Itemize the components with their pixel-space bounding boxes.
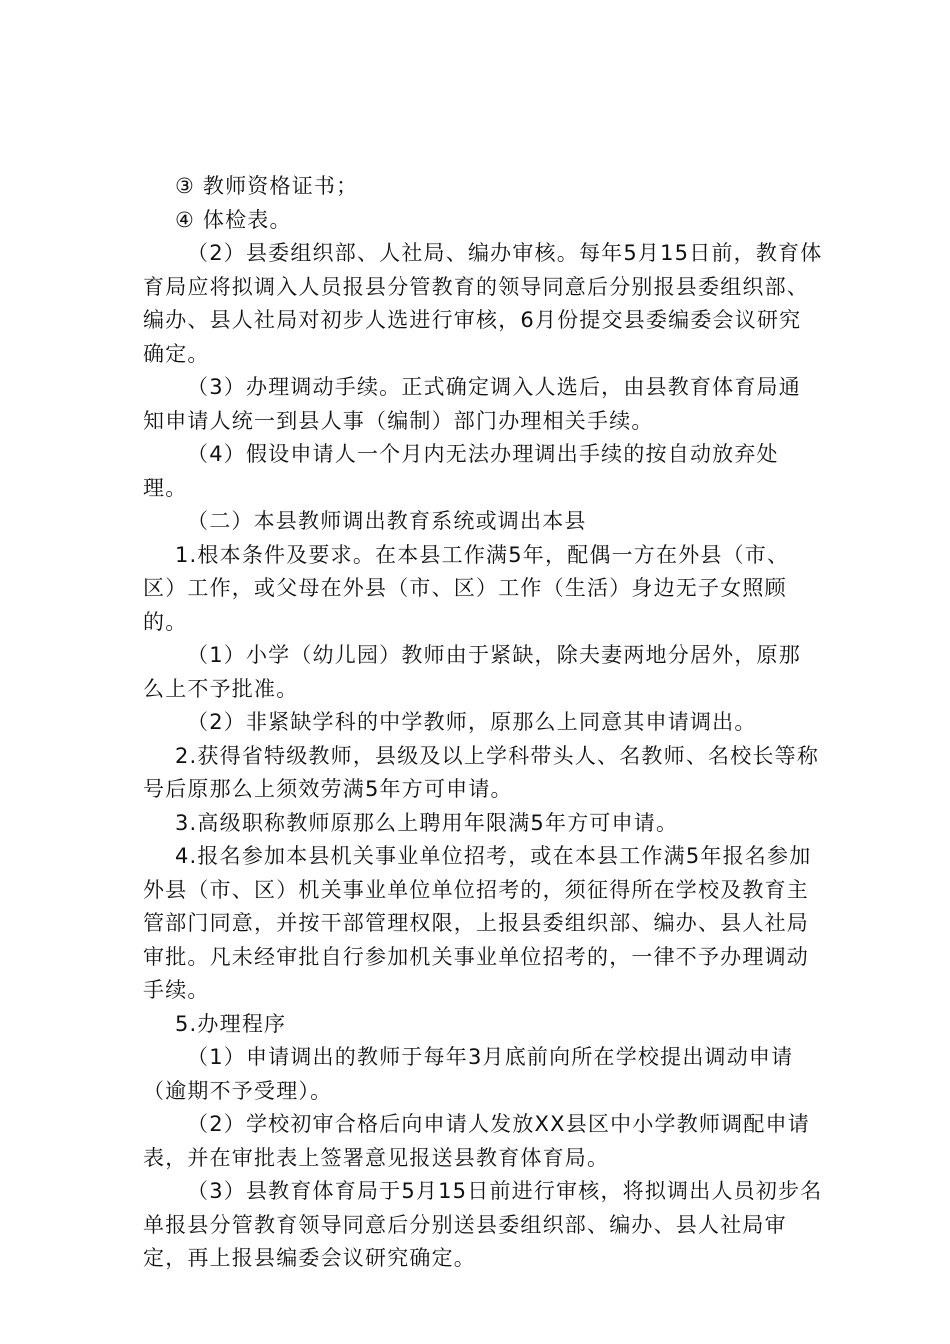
paragraph-bureau-review: （3）县教育体育局于5月15日前进行审核，将拟调出人员初步名单报县分管教育领导同意后分别送县委组织部、编办、县人社局审定，再上报县编委会议研究确定。 [143,1179,823,1270]
paragraph-transfer-procedure: （3）办理调动手续。正式确定调入人选后，由县教育体育局通知申请人统一到县人事（编制）部门办理相关手续。 [143,375,801,433]
paragraph-auto-abandon: （4）假设申请人一个月内无法办理调出手续的按自动放弃处理。 [143,442,779,500]
paragraph-senior-title: 3.高级职称教师原那么上聘用年限满5年方可申请。 [175,810,679,835]
paragraph-review: （2）县委组织部、人社局、编办审核。每年5月15日前，教育体育局应将拟调入人员报县分管教育的领导同意后分别报县委组织部、编办、县人社局对初步人选进行审核，6月份提交县委编委会议研究确定。 [143,241,823,366]
paragraph-cert-item: ③ 教师资格证书； [175,174,359,198]
paragraph-application: （1）申请调出的教师于每年3月底前向所在学校提出调动申请（逾期不予受理）。 [143,1045,794,1103]
paragraph-procedure-heading: 5.办理程序 [175,1011,287,1036]
paragraph-basic-conditions: 1.根本条件及要求。在本县工作满5年，配偶一方在外县（市、区）工作，或父母在外县（市、区）工作（生活）身边无子女照顾的。 [143,542,790,634]
paragraph-medical-item: ④ 体检表。 [175,207,292,232]
paragraph-school-review: （2）学校初审合格后向申请人发放XX县区中小学教师调配申请表，并在审批表上签署意见报送县教育体育局。 [143,1112,810,1170]
paragraph-middle-school-teachers: （2）非紧缺学科的中学教师，原那么上同意其申请调出。 [187,710,757,734]
paragraph-primary-teachers: （1）小学（幼儿园）教师由于紧缺，除夫妻两地分居外，原那么上不予批准。 [143,643,801,701]
paragraph-special-teachers: 2.获得省特级教师，县级及以上学科带头人、名教师、名校长等称号后原那么上须效劳满5年方可申请。 [143,743,820,801]
paragraph-exam-registration: 4.报名参加本县机关事业单位招考，或在本县工作满5年报名参加外县（市、区）机关事业单位单位招考的，须征得所在学校及教育主管部门同意，并按干部管理权限，上报县委组织部、编办、县人社局审批。凡未经审批自行参加机关事业单位招考的，一律不予办理调动手续。 [143,844,812,1002]
section-heading-transfer-out: （二）本县教师调出教育系统或调出本县 [187,509,587,533]
document-body [143,170,823,1276]
